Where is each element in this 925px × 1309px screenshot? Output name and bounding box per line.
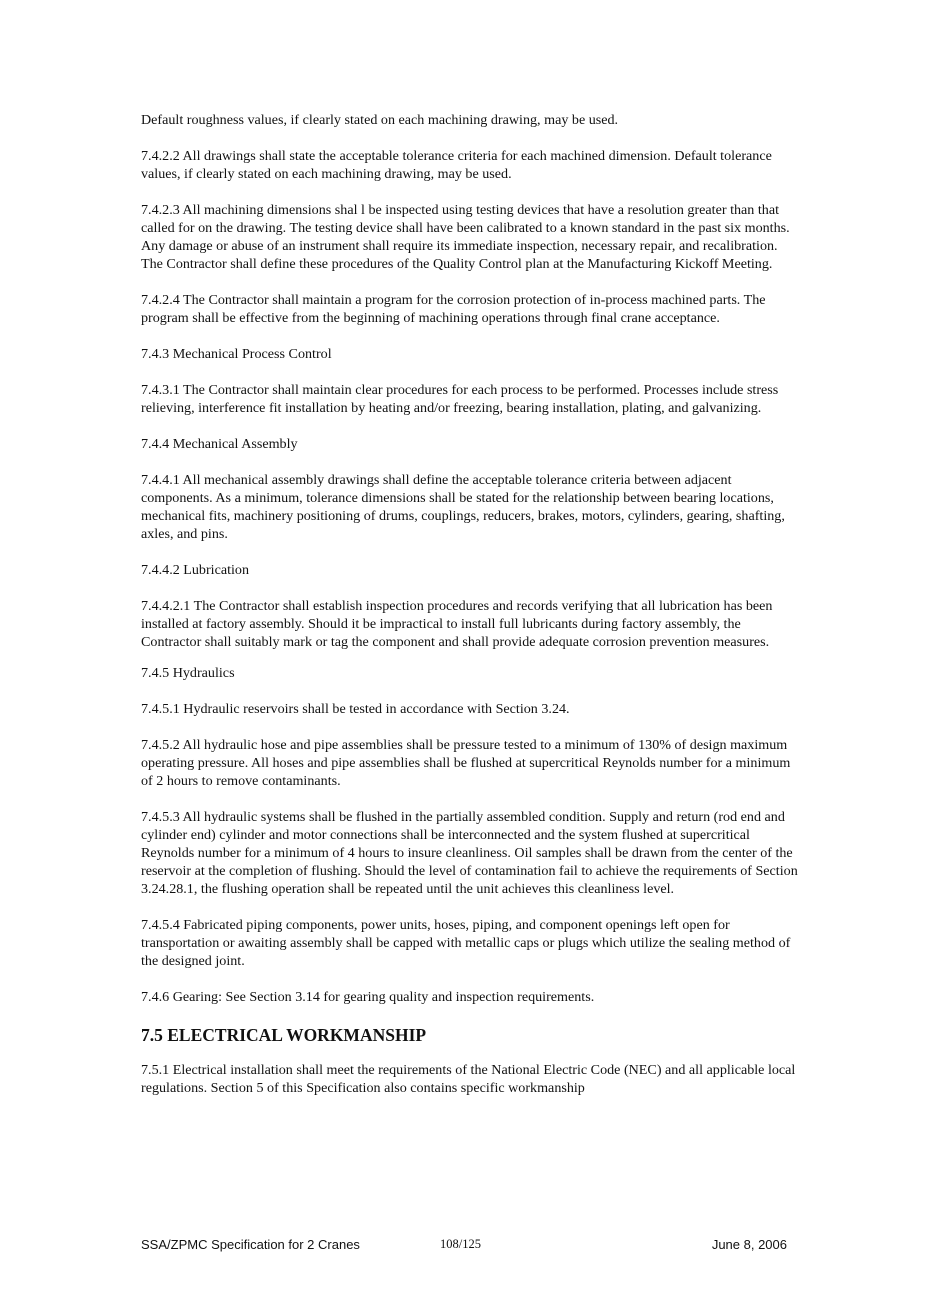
paragraph: 7.4.5.4 Fabricated piping components, power units, hoses, piping, and component openings left open for transportation or awaiting assembly shall be capped with metallic caps or plugs which utilize the sealing method of the designed joint. — [141, 917, 791, 969]
section-heading: 7.4.4 Mechanical Assembly — [141, 436, 298, 452]
section-heading: 7.4.5 Hydraulics — [141, 665, 235, 681]
section-heading: 7.4.3 Mechanical Process Control — [141, 346, 332, 362]
page-footer — [141, 1237, 787, 1257]
paragraph: 7.4.4.1 All mechanical assembly drawings shall define the acceptable tolerance criteria between adjacent components. As a minimum, tolerance dimensions shall be stated for the relationship between bearing locations, mechanical fits, machinery positioning of drums, couplings, reducers, brakes, motors, cylinders, gearing, shafting, axles, and pins. — [141, 472, 785, 542]
paragraph: 7.4.5.3 All hydraulic systems shall be flushed in the partially assembled condition. Supply and return (rod end and cylinder end) cylinder and motor connections shall be interconnected and the system flushed at supercritical Reynolds number for a minimum of 4 hours to insure cleanliness. Oil samples shall be drawn from the center of the reservoir at the completion of flushing. Should the level of contamination fail to achieve the requirements of Section 3.24.28.1, the flushing operation shall be repeated until the unit achieves this cleanliness level. — [141, 809, 798, 897]
paragraph: 7.4.4.2.1 The Contractor shall establish inspection procedures and records verifying that all lubrication has been installed at factory assembly. Should it be impractical to install full lubricants during factory assembly, the Contractor shall suitably mark or tag the component and shall provide adequate corrosion prevention measures. — [141, 598, 773, 650]
paragraph: 7.5.1 Electrical installation shall meet the requirements of the National Electric Code (NEC) and all applicable local regulations. Section 5 of this Specification also contains specific workmanship — [141, 1062, 796, 1096]
paragraph: 7.4.2.2 All drawings shall state the acceptable tolerance criteria for each machined dimension. Default tolerance values, if clearly stated on each machining drawing, may be used. — [141, 148, 772, 182]
document-body — [141, 111, 801, 1115]
footer-document-title: SSA/ZPMC Specification for 2 Cranes — [141, 1237, 360, 1252]
paragraph: 7.4.3.1 The Contractor shall maintain clear procedures for each process to be performed. Processes include stress relieving, interference fit installation by heating and/or freezing, bearing installation, plating, and galvanizing. — [141, 382, 779, 416]
paragraph: 7.4.2.3 All machining dimensions shal l be inspected using testing devices that have a resolution greater than that called for on the drawing. The testing device shall have been calibrated to a known standard in the past six months. Any damage or abuse of an instrument shall require its immediate inspection, necessary repair, and recalibration. The Contractor shall define these procedures of the Quality Control plan at the Manufacturing Kickoff Meeting. — [141, 202, 790, 272]
footer-date: June 8, 2006 — [711, 1237, 787, 1252]
chapter-heading: 7.5 ELECTRICAL WORKMANSHIP — [141, 1025, 427, 1045]
paragraph: 7.4.5.2 All hydraulic hose and pipe assemblies shall be pressure tested to a minimum of 130% of design maximum operating pressure. All hoses and pipe assemblies shall be flushed at supercritical Reynolds number for a minimum of 2 hours to remove contaminants. — [141, 737, 791, 789]
section-heading: 7.4.4.2 Lubrication — [141, 562, 250, 578]
paragraph: 7.4.5.1 Hydraulic reservoirs shall be tested in accordance with Section 3.24. — [141, 701, 570, 717]
paragraph: 7.4.6 Gearing: See Section 3.14 for gearing quality and inspection requirements. — [141, 989, 595, 1005]
paragraph: Default roughness values, if clearly stated on each machining drawing, may be used. — [141, 112, 619, 128]
footer-page-number: 108/125 — [440, 1237, 481, 1251]
paragraph: 7.4.2.4 The Contractor shall maintain a program for the corrosion protection of in-process machined parts. The program shall be effective from the beginning of machining operations through final crane acceptance. — [141, 292, 766, 326]
